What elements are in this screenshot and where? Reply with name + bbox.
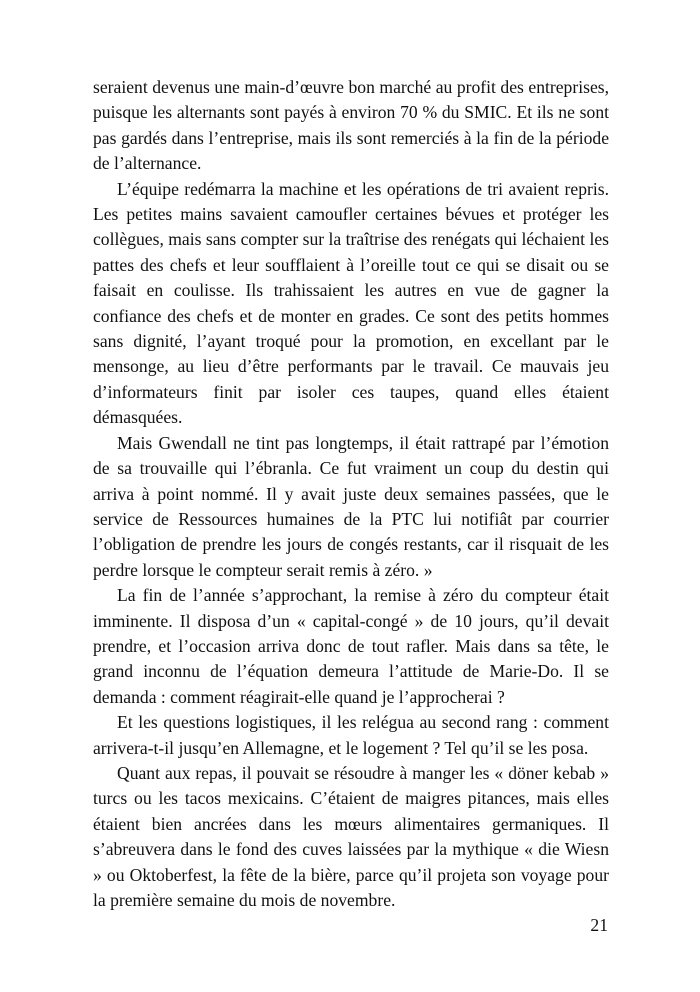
paragraph-repas: Quant aux repas, il pouvait se résoudre à manger les « döner kebab » turcs ou les tacos mexicains. C’étaient de maigres pitances, mais elles étaient bien ancrées dans les mœurs alimentaires germaniques. Il s’abreuvera dans le fond des cuves laissées par la mythique « die Wiesn » ou Oktoberfest, la fête de la bière, parce qu’il projeta son voyage pour la première semaine du mois de novembre. bbox=[93, 762, 609, 910]
paragraph-equipe: L’équipe redémarra la machine et les opérations de tri avaient repris. Les petites mains savaient camoufler certaines bévues et protéger les collègues, mais sans compter sur la traîtrise des renégats qui léchaient les pattes des chefs et leur soufflaient à l’oreille tout ce qui se disait ou se faisait en coulisse. Ils trahissaient les autres en vue de gagner la confiance des chefs et de monter en grades. Ce sont des petits hommes sans dignité, l’ayant troqué pour la promotion, en excellant par le mensonge, au lieu d’être performants par le travail. Ce mauvais jeu d’informateurs finit par isoler ces taupes, quand elles étaient démasquées. bbox=[93, 178, 609, 428]
paragraph-continuation: seraient devenus une main-d’œuvre bon marché au profit des entreprises, puisque les alternants sont payés à environ 70 % du SMIC. Et ils ne sont pas gardés dans l’entreprise, mais ils sont remerciés à la fin de la période de l’alternance. bbox=[93, 77, 609, 174]
paragraph-logistique: Et les questions logistiques, il les relégua au second rang : comment arrivera-t-il jusqu’en Allemagne, et le logement ? Tel qu’il se les posa. bbox=[93, 712, 609, 758]
body-text bbox=[93, 75, 609, 913]
paragraph-fin-annee: La fin de l’année s’approchant, la remise à zéro du compteur était imminente. Il disposa d’un « capital-congé » de 10 jours, qu’il devait prendre, et l’occasion arriva donc de tout rafler. Mais dans sa tête, le grand inconnu de l’équation demeura l’attitude de Marie-Do. Il se demanda : comment réagirait-elle quand je l’approcherai ? bbox=[93, 585, 609, 707]
paragraph-gwendall: Mais Gwendall ne tint pas longtemps, il était rattrapé par l’émotion de sa trouvaille qui l’ébranla. Ce fut vraiment un coup du destin qui arriva à point nommé. Il y avait juste deux semaines passées, que le service de Ressources humaines de la PTC lui notifiât par courrier l’obligation de prendre les jours de congés restants, car il risquait de les perdre lorsque le compteur serait remis à zéro. » bbox=[93, 432, 609, 580]
page-number: 21 bbox=[590, 915, 608, 935]
